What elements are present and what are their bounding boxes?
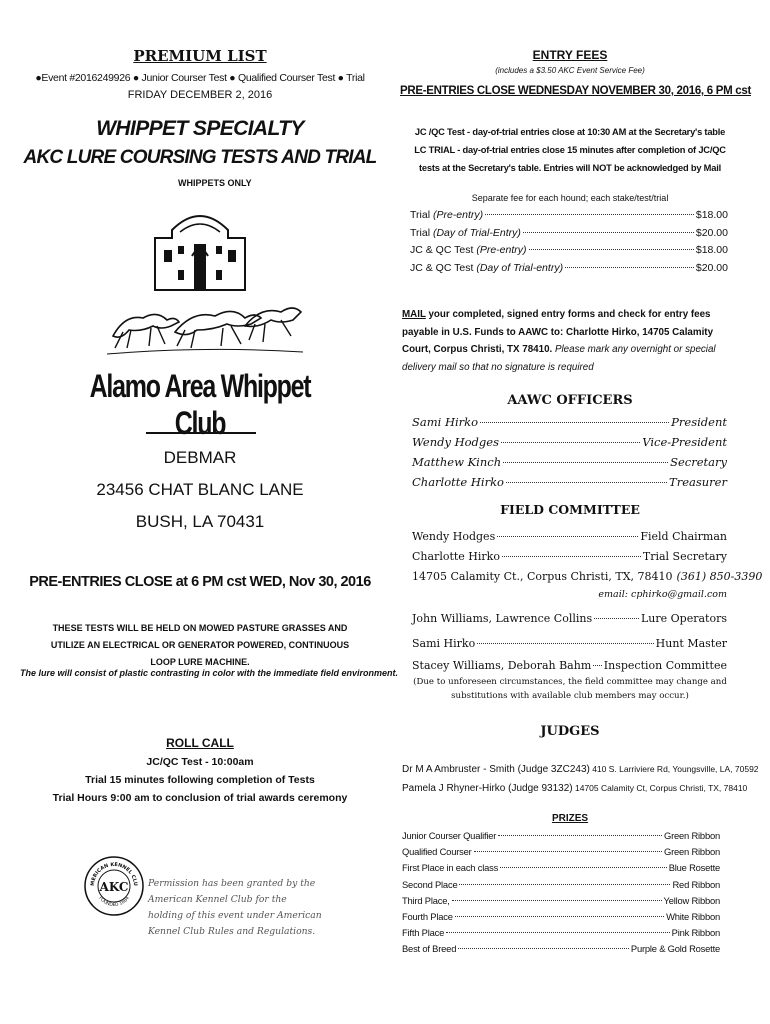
committee-row — [412, 547, 727, 567]
address-line: DEBMAR — [163, 448, 237, 467]
preentries-close-right: PRE-ENTRIES CLOSE WEDNESDAY NOVEMBER 30, 2016, 6 PM cst — [400, 85, 751, 97]
akc-seal-top-text: MERICAN KENNEL CLU — [89, 861, 139, 887]
committee-role: Inspection Committee — [603, 659, 727, 672]
prize-award: White Ribbon — [666, 911, 720, 923]
fee-label: JC & QC Test — [410, 261, 474, 274]
akc-seal-icon — [84, 856, 144, 916]
tests-held-notice: THESE TESTS WILL BE HELD ON MOWED PASTURE GRASSES AND UTILIZE AN ELECTRICAL OR GENERATOR POWERED, CONTINUOUS LOOP LURE MACHINE. — [50, 623, 350, 667]
club-name: Alamo Area Whippet Club — [89, 368, 311, 441]
prize-label: Third Place, — [402, 894, 450, 906]
committee-name: Stacey Williams, Deborah Bahm — [412, 659, 592, 672]
committee-role: Field Chairman — [640, 530, 727, 543]
entry-fees-heading: ENTRY FEES — [532, 48, 608, 62]
judge-name: Pamela J Rhyner-Hirko (Judge 93132) — [402, 783, 573, 794]
officer-row — [412, 472, 727, 492]
field-committee-heading: FIELD COMMITTEE — [500, 502, 640, 517]
entry-fees-includes: (includes a $3.50 AKC Event Service Fee) — [495, 66, 645, 75]
prize-award: Yellow Ribbon — [663, 894, 720, 906]
alamo-mission-illustration — [150, 200, 250, 292]
prizes-list — [402, 828, 720, 958]
prize-row — [402, 860, 720, 876]
fee-note: (Pre-entry) — [476, 244, 527, 256]
judge-row — [402, 760, 759, 779]
committee-phone: (361) 850-3390 — [676, 570, 763, 583]
judges-list — [402, 760, 759, 798]
committee-row — [412, 655, 727, 677]
officers-heading: AAWC OFFICERS — [507, 393, 633, 408]
closing-line: tests at the Secretary's table. Entries will NOT be acknowledged by Mail — [419, 163, 721, 173]
roll-call-line: Trial Hours 9:00 am to conclusion of trial awards ceremony — [52, 792, 348, 804]
fee-note: (Day of Trial-Entry) — [432, 226, 521, 239]
running-whippets-illustration — [105, 296, 305, 356]
title-whippet-specialty: WHIPPET SPECIALTY — [96, 117, 304, 140]
fee-note: (Day of Trial-entry) — [476, 261, 564, 274]
fee-table — [410, 207, 728, 277]
officer-role: President — [671, 415, 727, 429]
officer-name: Sami Hirko — [412, 415, 479, 429]
closing-line: LC TRIAL - day-of-trial entries close 15 minutes after completion of JC/QC — [414, 145, 726, 155]
whippets-only: WHIPPETS ONLY — [178, 178, 252, 188]
unforeseen-note: (Due to unforeseen circumstances, the field committee may change and substitutions with available club members may occur.) — [413, 677, 727, 701]
prize-label: Fifth Place — [402, 927, 445, 939]
fee-row — [410, 260, 728, 278]
prize-award: Blue Rosette — [668, 862, 720, 874]
roll-call-line: Trial 15 minutes following completion of Tests — [85, 774, 315, 786]
roll-call-times — [40, 753, 360, 807]
prize-label: Junior Courser Qualifier — [402, 830, 497, 841]
mail-bold-text: your completed, signed entry forms and check for entry fees payable in U.S. Funds to AAWC to: Charlotte Hirko, 14705 Calamity Court, Corpus Christi, TX 78410. — [402, 309, 714, 355]
judge-address: 410 S. Larriviere Rd, Youngsville, LA, 70592 — [589, 764, 759, 774]
lure-note: The lure will consist of plastic contrasting in color with the immediate field environment. — [20, 668, 399, 678]
committee-name: 14705 Calamity Ct., Corpus Christi, TX, 78410 — [412, 570, 673, 583]
judge-name: Dr M A Ambruster - Smith (Judge 3ZC243) — [402, 764, 590, 775]
roll-call-heading: ROLL CALL — [166, 736, 234, 750]
prize-award: Green Ribbon — [664, 830, 720, 841]
prize-award: Red Ribbon — [672, 878, 720, 890]
prize-label: Qualified Courser — [402, 846, 472, 858]
fee-amount: $20.00 — [695, 261, 728, 274]
prizes-heading: PRIZES — [551, 813, 589, 824]
separate-fee-note: Separate fee for each hound; each stake/test/trial — [471, 193, 669, 203]
mail-instructions — [402, 306, 738, 376]
prize-award: Pink Ribbon — [671, 927, 720, 939]
prize-label: Second Place — [402, 878, 458, 890]
judges-heading: JUDGES — [540, 724, 600, 739]
officer-name: Wendy Hodges — [412, 435, 499, 449]
fee-label: Trial — [410, 226, 431, 239]
fee-note: (Pre-entry) — [432, 209, 484, 221]
committee-role: Trial Secretary — [642, 550, 727, 563]
prize-row — [402, 941, 720, 957]
fee-label: Trial — [410, 209, 431, 221]
akc-permission: Permission has been granted by the American Kennel Club for the holding of this event under American Kennel Club Rules and Regulations. — [148, 878, 322, 937]
address-line: 23456 CHAT BLANC LANE — [96, 480, 304, 499]
prize-label: Best of Breed — [402, 943, 457, 955]
fee-amount: $20.00 — [695, 226, 728, 239]
prize-row — [402, 844, 720, 860]
committee-row — [412, 527, 727, 547]
officer-role: Vice-President — [642, 435, 727, 449]
officer-role: Treasurer — [669, 475, 727, 489]
day-of-trial-entries — [400, 123, 740, 177]
closing-line: JC /QC Test - day-of-trial entries close at 10:30 AM at the Secretary's table — [414, 127, 726, 137]
committee-name: John Williams, Lawrence Collins — [412, 612, 593, 625]
committee-role: Lure Operators — [641, 612, 727, 625]
judge-address: 14705 Calamity Ct, Corpus Christi, TX, 78410 — [572, 783, 748, 793]
mailing-address — [80, 442, 320, 538]
fee-label: JC & QC Test — [410, 244, 474, 256]
roll-call-line: JC/QC Test - 10:00am — [146, 756, 254, 768]
fee-row — [410, 225, 728, 243]
mail-word: MAIL — [402, 309, 426, 320]
committee-row — [412, 567, 763, 587]
officer-name: Charlotte Hirko — [412, 475, 504, 489]
fee-amount: $18.00 — [695, 244, 728, 256]
officer-row — [412, 412, 727, 432]
committee-role: Hunt Master — [655, 637, 727, 650]
officer-name: Matthew Kinch — [412, 455, 502, 469]
judge-row — [402, 779, 748, 798]
preentries-close-left: PRE-ENTRIES CLOSE at 6 PM cst WED, Nov 30, 2016 — [29, 574, 371, 590]
officer-role: Secretary — [670, 455, 727, 469]
prize-label: First Place in each class — [402, 862, 499, 874]
premium-list-heading: PREMIUM LIST — [133, 47, 267, 65]
prize-row — [402, 909, 720, 925]
akc-seal-bottom-text: FOUNDED 1884 — [97, 896, 131, 909]
prize-award: Purple & Gold Rosette — [630, 943, 720, 955]
officer-row — [412, 432, 727, 452]
officer-row — [412, 452, 727, 472]
fee-row — [410, 207, 728, 225]
prize-award: Green Ribbon — [664, 846, 720, 858]
field-committee-list-2 — [412, 608, 727, 677]
address-divider — [146, 432, 256, 434]
committee-row — [412, 633, 727, 655]
event-date: FRIDAY DECEMBER 2, 2016 — [127, 89, 273, 101]
prize-row — [402, 893, 720, 909]
title-lure-coursing: AKC LURE COURSING TESTS AND TRIAL — [23, 147, 377, 168]
committee-name: Wendy Hodges — [412, 530, 496, 543]
akc-seal — [84, 856, 144, 916]
prize-label: Fourth Place — [402, 911, 453, 923]
committee-name: Charlotte Hirko — [412, 550, 500, 563]
fee-amount: $18.00 — [695, 209, 728, 221]
prize-row — [402, 828, 720, 844]
field-committee-list — [412, 527, 763, 603]
prize-row — [402, 925, 720, 941]
fee-row — [410, 242, 728, 260]
akc-seal-center-text: AKC — [99, 880, 129, 894]
event-line: ●Event #2016249926 ● Junior Courser Test ● Qualified Courser Test ● Trial — [35, 72, 365, 84]
mail-italic-text: Please mark any overnight or special delivery mail so that no signature is required — [402, 344, 716, 373]
officers-list — [412, 412, 727, 492]
committee-email: email: cphirko@gmail.com — [598, 589, 727, 600]
address-line: BUSH, LA 70431 — [135, 512, 265, 531]
prize-row — [402, 877, 720, 893]
committee-row — [412, 608, 727, 630]
committee-name: Sami Hirko — [412, 637, 476, 650]
